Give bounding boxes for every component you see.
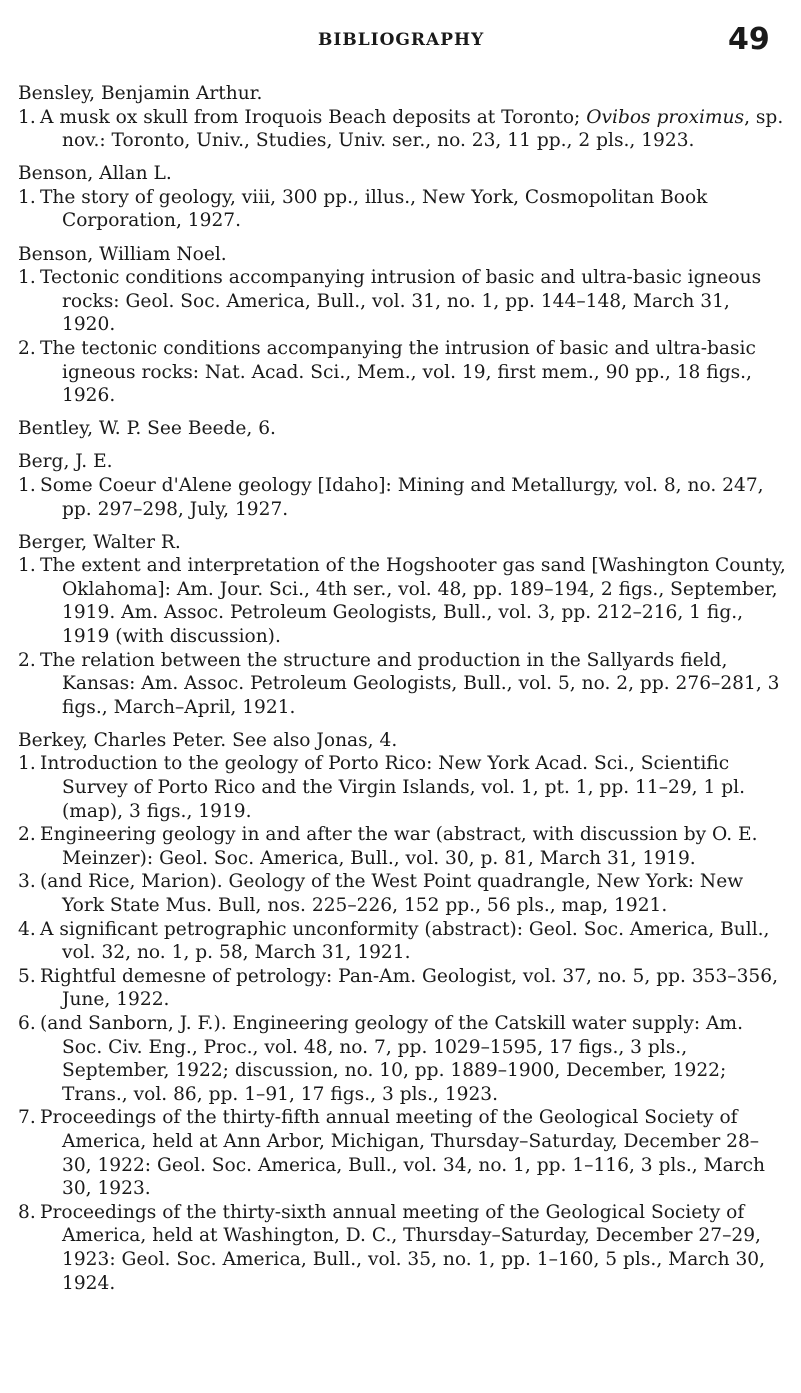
- reference-item: [18, 266, 788, 337]
- reference-text: Some Coeur d'Alene geology [Idaho]: Mining and Metallurgy, vol. 8, no. 247, pp. 297–298, July, 1927.: [40, 474, 764, 520]
- reference-number: 6.: [18, 1012, 36, 1034]
- entry-author: Benson, Allan L.: [18, 163, 172, 185]
- reference-item: [18, 1012, 788, 1106]
- reference-number: 4.: [18, 918, 36, 940]
- reference-number: 1.: [18, 267, 36, 289]
- running-title: BIBLIOGRAPHY: [318, 30, 485, 50]
- reference-number: 2.: [18, 824, 36, 846]
- entry-author: Berger, Walter R.: [18, 531, 181, 553]
- reference-item: [18, 554, 788, 648]
- bibliography-entry: [18, 417, 788, 441]
- bibliography-entry: [18, 82, 788, 153]
- bibliography-entry: [18, 243, 788, 408]
- reference-text: Proceedings of the thirty-sixth annual meeting of the Geological Society of America, held at Washington, D. C., Thursday–Saturday, December 27–29, 1923: Geol. Soc. America, Bull., vol. 35, no. 1, pp. 1–160, 5 pls., March 30, 1924.: [40, 1201, 766, 1294]
- reference-number: 3.: [18, 871, 36, 893]
- reference-text: (and Sanborn, J. F.). Engineering geology of the Catskill water supply: Am. Soc. Civ. Eng., Proc., vol. 48, no. 7, pp. 1029–1595, 17 figs., 3 pls., September, 1922; discussion, no. 10, pp. 1889–1900, December, 1922; Trans., vol. 86, pp. 1–91, 17 figs., 3 pls., 1923.: [40, 1012, 743, 1105]
- entry-author: Benson, William Noel.: [18, 243, 227, 265]
- reference-item: [18, 870, 788, 917]
- reference-text-continued: , sp. nov.: Toronto, Univ., Studies, Univ. ser., no. 23, 11 pp., 2 pls., 1923.: [62, 106, 784, 152]
- reference-text: The tectonic conditions accompanying the intrusion of basic and ultra-basic igneous rocks: Nat. Acad. Sci., Mem., vol. 19, first mem., 90 pp., 18 figs., 1926.: [40, 337, 756, 407]
- bibliography-entry: [18, 450, 788, 521]
- reference-number: 1.: [18, 555, 36, 577]
- reference-text: Introduction to the geology of Porto Rico: New York Acad. Sci., Scientific Survey of Porto Rico and the Virgin Islands, vol. 1, pt. 1, pp. 11–29, 1 pl. (map), 3 figs., 1919.: [40, 753, 745, 822]
- reference-number: 7.: [18, 1107, 36, 1129]
- reference-text: The extent and interpretation of the Hogshooter gas sand [Washington County, Oklahoma]: Am. Jour. Sci., 4th ser., vol. 48, pp. 189–194, 2 figs., September, 1919. Am. Assoc. Petroleum Geologists, Bull., vol. 3, pp. 212–216, 1 fig., 1919 (with discussion).: [40, 555, 786, 647]
- reference-item: [18, 649, 788, 720]
- reference-number: 2.: [18, 337, 36, 359]
- reference-text: Engineering geology in and after the war (abstract, with discussion by O. E. Meinzer): Geol. Soc. America, Bull., vol. 30, p. 81, March 31, 1919.: [40, 824, 758, 869]
- reference-item: [18, 186, 788, 233]
- reference-text: The relation between the structure and production in the Sallyards field, Kansas: Am. Assoc. Petroleum Geologists, Bull., vol. 5, no. 2, pp. 276–281, 3 figs., March–April, 1921.: [40, 649, 780, 718]
- reference-item: [18, 1201, 788, 1295]
- reference-item: [18, 752, 788, 823]
- reference-item: [18, 474, 788, 521]
- reference-text: (and Rice, Marion). Geology of the West Point quadrangle, New York: New York State Mus. Bull, nos. 225–226, 152 pp., 56 pls., map, 1921.: [40, 871, 744, 916]
- reference-text: Rightful demesne of petrology: Pan-Am. Geologist, vol. 37, no. 5, pp. 353–356, June, 1922.: [40, 965, 779, 1011]
- reference-item: [18, 965, 788, 1012]
- entry-author: Berg, J. E.: [18, 451, 113, 473]
- entry-author: Berkey, Charles Peter. See also Jonas, 4.: [18, 729, 398, 751]
- reference-number: 8.: [18, 1201, 36, 1223]
- page-number: 49: [728, 22, 770, 57]
- reference-text: Tectonic conditions accompanying intrusion of basic and ultra-basic igneous rocks: Geol. Soc. America, Bull., vol. 31, no. 1, pp. 144–148, March 31, 1920.: [40, 267, 762, 336]
- entry-author: Bensley, Benjamin Arthur.: [18, 83, 263, 104]
- reference-item: [18, 823, 788, 870]
- bibliography-entry: [18, 162, 788, 233]
- reference-item: [18, 106, 788, 153]
- reference-item: [18, 1106, 788, 1200]
- reference-number: 5.: [18, 965, 36, 987]
- reference-item: [18, 918, 788, 965]
- bibliography-entry: [18, 729, 788, 1295]
- bibliography-body: [18, 82, 788, 1305]
- reference-number: 1.: [18, 186, 36, 208]
- reference-item: [18, 337, 788, 408]
- reference-number: 1.: [18, 106, 36, 128]
- reference-text: The story of geology, viii, 300 pp., illus., New York, Cosmopolitan Book Corporation, 1927.: [40, 186, 708, 232]
- reference-number: 2.: [18, 649, 36, 671]
- page-header: [0, 22, 801, 62]
- bibliography-entry: [18, 531, 788, 720]
- entry-author: Bentley, W. P. See Beede, 6.: [18, 418, 276, 440]
- reference-species-name: Ovibos proximus: [586, 106, 745, 128]
- reference-number: 1.: [18, 753, 36, 775]
- reference-text: Proceedings of the thirty-fifth annual meeting of the Geological Society of America, held at Ann Arbor, Michigan, Thursday–Saturday, December 28–30, 1922: Geol. Soc. America, Bull., vol. 34, no. 1, pp. 1–116, 3 pls., March 30, 1923.: [40, 1107, 766, 1200]
- reference-text: A significant petrographic unconformity (abstract): Geol. Soc. America, Bull., vol. 32, no. 1, p. 58, March 31, 1921.: [40, 918, 770, 964]
- reference-text: A musk ox skull from Iroquois Beach deposits at Toronto;: [40, 106, 587, 128]
- reference-number: 1.: [18, 474, 36, 496]
